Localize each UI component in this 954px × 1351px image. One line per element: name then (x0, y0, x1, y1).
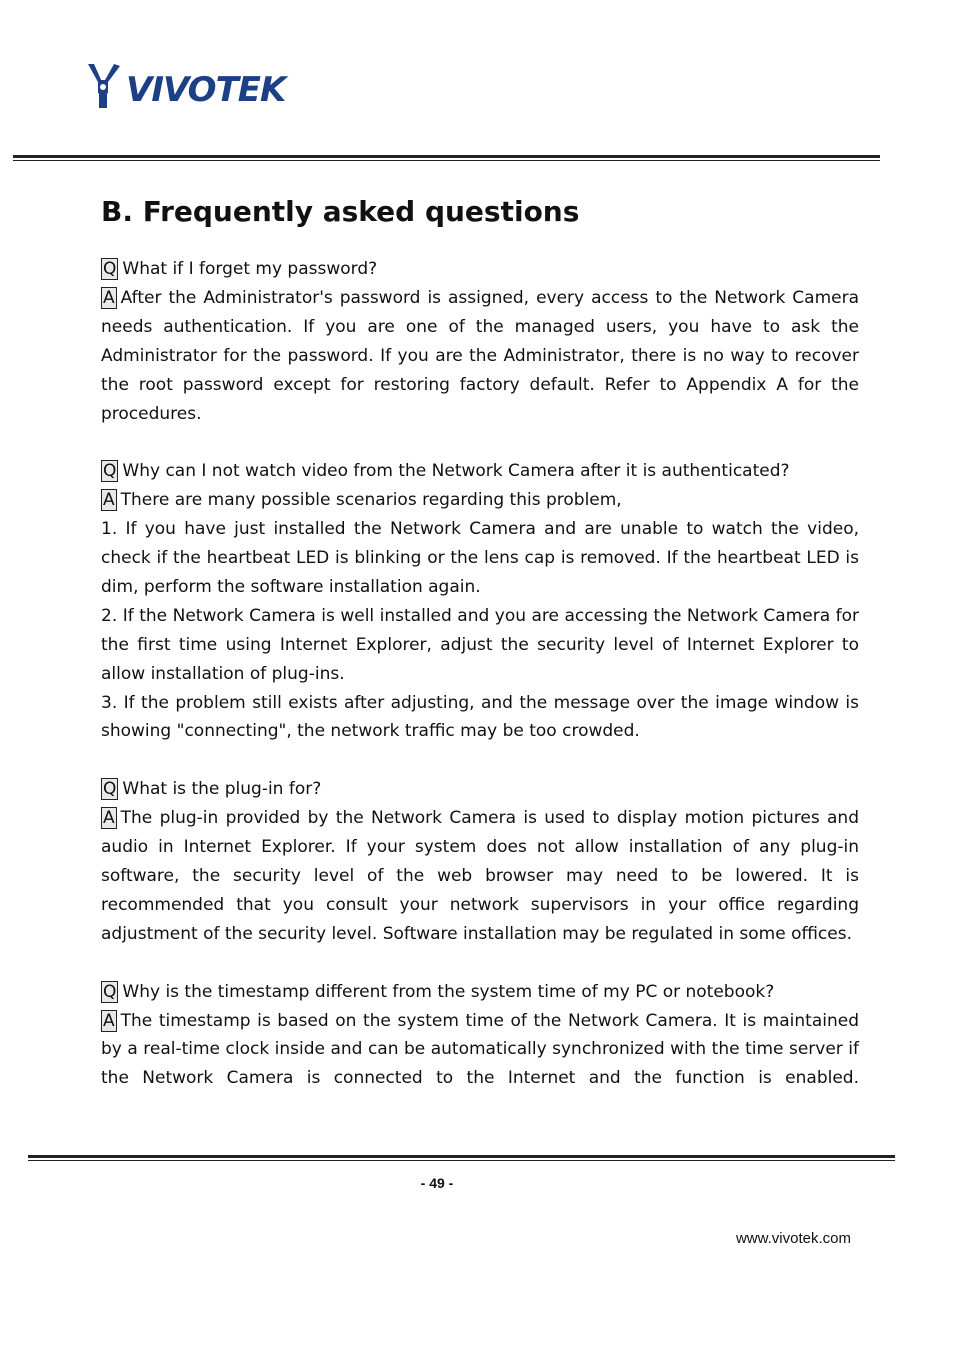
answer-marker: A (103, 490, 115, 511)
header-divider (13, 155, 880, 161)
page-number: - 49 - (420, 1175, 454, 1191)
faq-item (101, 457, 859, 746)
answer (101, 284, 859, 429)
answer-text: After the Administrator's password is assigned, every access to the Network Camera needs authentication. If you are one of the managed users, you have to ask the Administrator for the password. If you are the Administrator, there is no way to recover the root password except for restoring factory default. Refer to Appendix A for the procedures. (101, 287, 859, 424)
question (101, 775, 859, 804)
answer (101, 1007, 859, 1094)
question (101, 457, 859, 486)
answer-step: 1. If you have just installed the Network Camera and are unable to watch the video, check if the heartbeat LED is blinking or the lens cap is removed. If the heartbeat LED is dim, perform the software installation again. (101, 519, 859, 597)
answer-text: There are many possible scenarios regarding this problem, (120, 490, 622, 511)
answer (101, 804, 859, 949)
faq-content (101, 255, 859, 1122)
website-url: www.vivotek.com (735, 1230, 851, 1247)
answer-step: 2. If the Network Camera is well installed and you are accessing the Network Camera for the first time using Internet Explorer, adjust the security level of Internet Explorer to allow installation of plug-ins. (101, 605, 859, 684)
answer-marker: A (103, 808, 115, 829)
answer-marker: A (103, 1010, 115, 1031)
page-title: B. Frequently asked questions (101, 195, 580, 228)
vivotek-logo (84, 62, 294, 114)
faq-item (101, 775, 859, 948)
answer-text: The timestamp is based on the system time of the Network Camera. It is maintained by a real-time clock inside and can be automatically synchronized with the time server if the Network Camera is connected to the Internet and the function is enabled. (101, 1010, 859, 1089)
logo-wordmark: VIVOTEK (126, 70, 286, 110)
question-text: Why is the timestamp different from the system time of my PC or notebook? (122, 981, 775, 1002)
question-marker: Q (103, 981, 117, 1002)
answer-step: 3. If the problem still exists after adjusting, and the message over the image window is showing "connecting", the network traffic may be too crowded. (101, 692, 859, 742)
question-text: Why can I not watch video from the Network Camera after it is authenticated? (122, 461, 790, 482)
answer-marker: A (103, 287, 115, 308)
question-marker: Q (103, 259, 117, 279)
question-text: What if I forget my password? (122, 259, 378, 279)
footer-divider (28, 1155, 895, 1161)
faq-item (101, 255, 859, 428)
question-marker: Q (103, 779, 117, 800)
question (101, 255, 859, 284)
camera-figure-icon (84, 62, 124, 112)
question-marker: Q (103, 461, 117, 482)
answer (101, 486, 859, 515)
question-text: What is the plug-in for? (122, 779, 322, 800)
answer-text: The plug-in provided by the Network Camera is used to display motion pictures and audio in Internet Explorer. If your system does not allow installation of any plug-in software, the security level of the web browser may need to be lowered. It is recommended that you consult your network supervisors in your office regarding adjustment of the security level. Software installation may be regulated in some offices. (101, 808, 859, 944)
faq-item (101, 978, 859, 1094)
question (101, 978, 859, 1007)
